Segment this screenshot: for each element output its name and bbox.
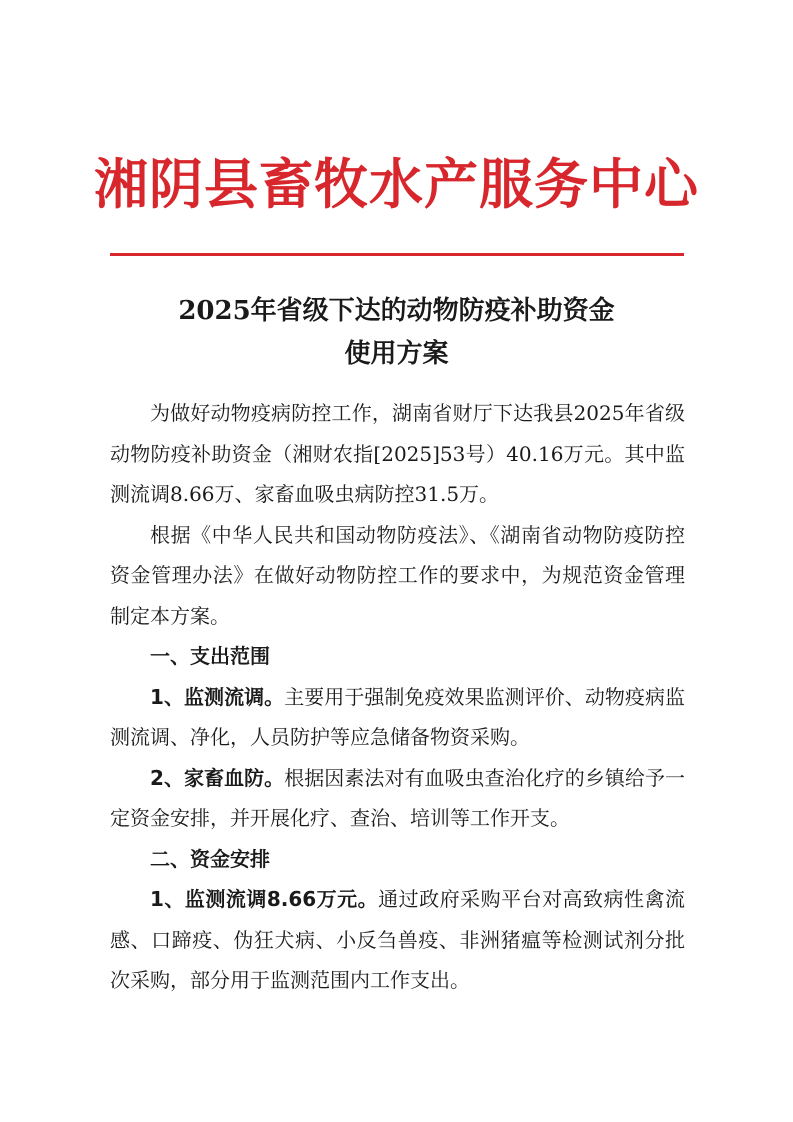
intro-paragraph: 为做好动物疫病防控工作，湖南省财厅下达我县2025年省级动物防疫补助资金（湘财农指[2025]53号）40.16万元。其中监测流调8.66万、家畜血吸虫病防控31.5万。 — [110, 401, 685, 506]
scope-item-livestock-text: 根据因素法对有血吸虫查治化疗的乡镇给予一定资金安排，并开展化疗、查治、培训等工作开支。 — [110, 765, 686, 830]
scope-item-monitoring-text: 主要用于强制免疫效果监测评价、动物疫病监测流调、净化，人员防护等应急储备物资采购。 — [110, 684, 686, 749]
header-red-rule — [110, 253, 684, 256]
scope-item-monitoring-lead: 1、监测流调。 — [150, 684, 285, 709]
document-title-line1: 2025年省级下达的动物防疫补助资金 — [178, 296, 615, 326]
basis-paragraph: 根据《中华人民共和国动物防疫法》、《湖南省动物防疫防控资金管理办法》在做好动物防控工作的要求中，为规范资金管理制定本方案。 — [110, 522, 685, 628]
funding-item-monitoring — [110, 879, 685, 1001]
section-heading-funding: 二、资金安排 — [150, 846, 270, 871]
scope-item-livestock-lead: 2、家畜血防。 — [150, 765, 285, 790]
scope-item-monitoring — [110, 677, 685, 758]
organization-header: 湘阴县畜牧水产服务中心 — [94, 153, 699, 216]
document-body — [110, 393, 685, 1001]
section-heading-scope: 一、支出范围 — [150, 644, 270, 668]
scope-item-livestock — [110, 758, 685, 839]
funding-item-monitoring-text: 通过政府采购平台对高致病性禽流感、口蹄疫、伪狂犬病、小反刍兽疫、非洲猪瘟等检测试剂分批次采购，部分用于监测范围内工作支出。 — [110, 887, 686, 992]
document-title-line2: 使用方案 — [344, 339, 449, 369]
funding-item-monitoring-lead: 1、监测流调8.66万元。 — [150, 887, 379, 911]
